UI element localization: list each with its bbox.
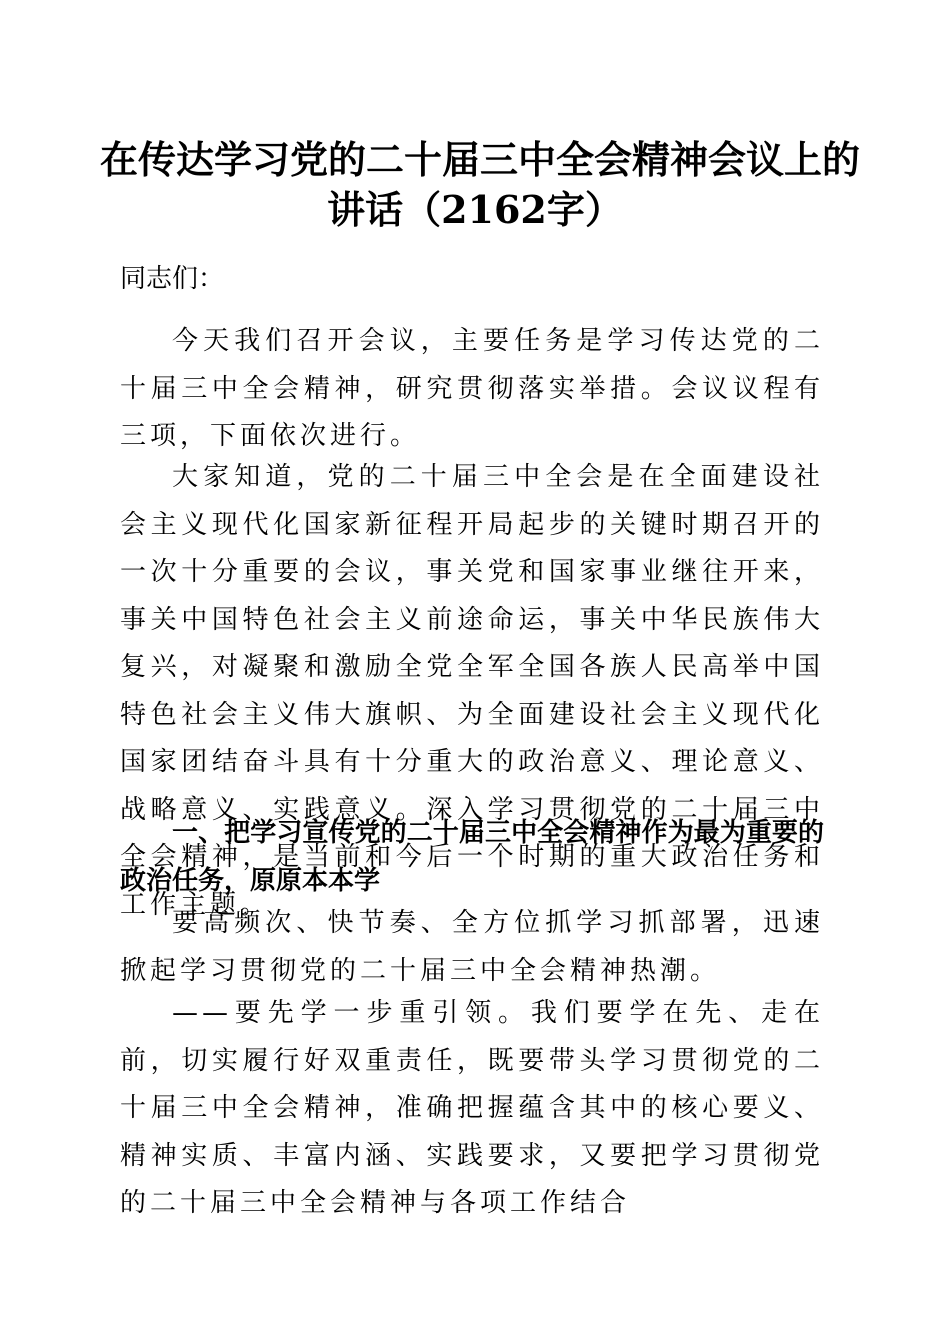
paragraph-lead-study: ——要先学一步重引领。我们要学在先、走在前，切实履行好双重责任，既要带头学习贯彻党的二十届三中全会精神，准确把握蕴含其中的核心要义、精神实质、丰富内涵、实践要求，又要把学习贯彻党的二十届三中全会精神与各项工作结合 <box>120 998 824 1218</box>
salutation: 同志们： <box>120 264 225 294</box>
paragraph-significance: 大家知道，党的二十届三中全会是在全面建设社会主义现代化国家新征程开局起步的关键时期召开的一次十分重要的会议，事关党和国家事业继往开来，事关中国特色社会主义前途命运，事关中华民族伟大复兴，对凝聚和激励全党全军全国各族人民高举中国特色社会主义伟大旗帜、为全面建设社会主义现代化国家团结奋斗具有十分重大的政治意义、理论意义、战略意义、实践意义。深入学习贯彻党的二十届三中全会精神，是当前和今后一个时期的重大政治任务和工作主题。 <box>120 462 824 920</box>
paragraph-intro: 今天我们召开会议，主要任务是学习传达党的二十届三中全会精神，研究贯彻落实举措。会议议程有三项，下面依次进行。 <box>120 326 824 451</box>
paragraph-study-frequency: 要高频次、快节奏、全方位抓学习抓部署，迅速掀起学习贯彻党的二十届三中全会精神热潮。 <box>120 908 824 986</box>
section-heading-1: 一、把学习宣传党的二十届三中全会精神作为最为重要的政治任务，原原本本学 <box>120 818 824 896</box>
document-title-line-2: 讲话（2162字） <box>327 187 623 232</box>
document-title-line-1: 在传达学习党的二十届三中全会精神会议上的 <box>100 137 861 182</box>
